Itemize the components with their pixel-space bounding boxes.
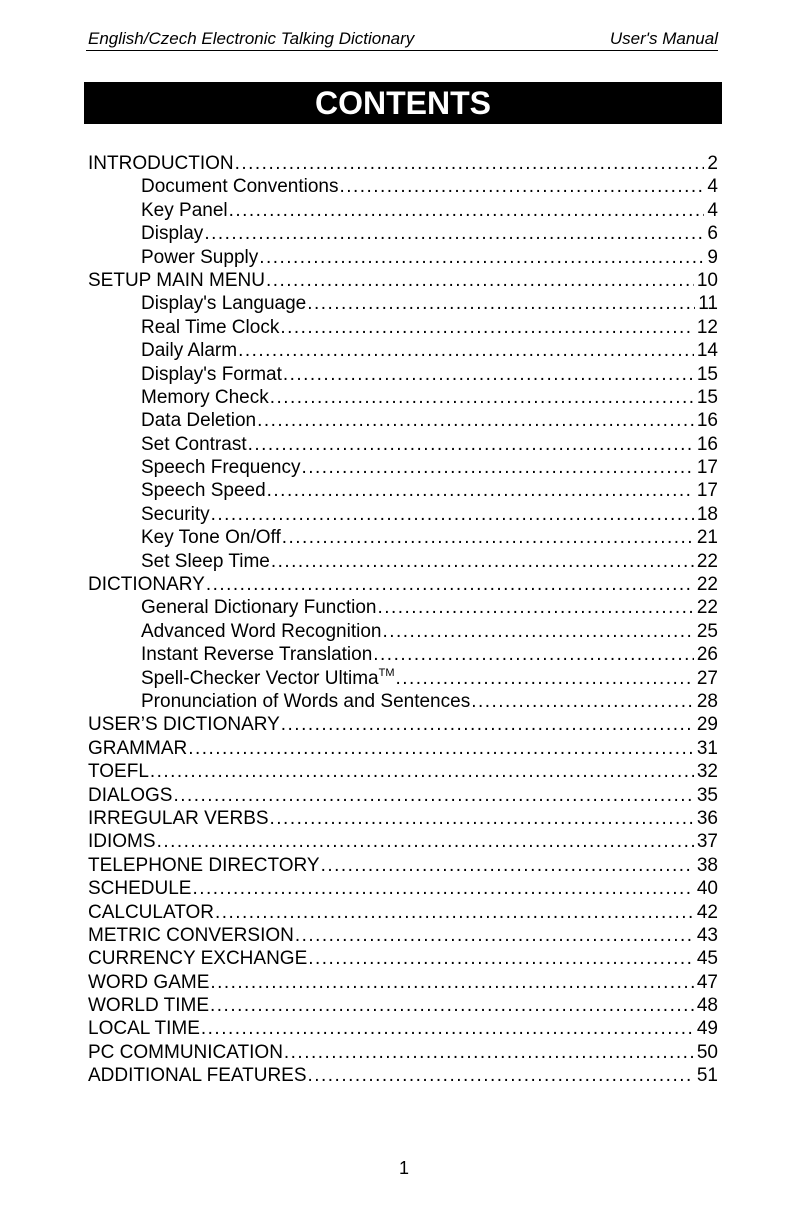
dot-leader <box>150 760 694 783</box>
toc-page-number: 21 <box>696 527 718 549</box>
dot-leader <box>284 1041 694 1064</box>
dot-leader <box>321 854 694 877</box>
toc-page-number: 2 <box>707 153 718 174</box>
toc-subentry <box>88 409 718 432</box>
dot-leader <box>188 737 694 760</box>
toc-subentry <box>88 222 718 245</box>
toc-entry-label: Key Tone On/Off <box>141 527 281 549</box>
toc-page-number: 27 <box>696 667 718 689</box>
toc-entry <box>88 877 718 900</box>
dot-leader <box>271 550 694 573</box>
toc-subentry <box>88 550 718 573</box>
toc-subentry <box>88 479 718 502</box>
dot-leader <box>204 222 704 245</box>
toc-subentry <box>88 643 718 666</box>
toc-entry <box>88 924 718 947</box>
toc-entry-label: Key Panel <box>141 199 228 221</box>
toc-subentry <box>88 199 718 222</box>
toc-entry-label: WORD GAME <box>88 971 210 993</box>
toc-entry-label: Set Contrast <box>141 433 247 455</box>
toc-page-number: 26 <box>696 644 718 666</box>
toc-subentry <box>88 292 718 315</box>
dot-leader <box>267 479 694 502</box>
toc-entry <box>88 994 718 1017</box>
toc-page-number: 40 <box>696 878 718 900</box>
dot-leader <box>257 409 694 432</box>
dot-leader <box>157 830 694 853</box>
header-document-title: English/Czech Electronic Talking Dictionary <box>88 29 415 48</box>
page-number: 1 <box>398 1158 409 1178</box>
running-header <box>86 28 718 51</box>
toc-entry-label: CALCULATOR <box>88 901 214 923</box>
dot-leader <box>471 690 694 713</box>
dot-leader <box>308 1064 694 1087</box>
toc-entry-label: Speech Speed <box>141 480 266 502</box>
dot-leader <box>211 503 694 526</box>
dot-leader <box>229 199 705 222</box>
toc-subentry <box>88 363 718 386</box>
toc-page-number: 45 <box>696 948 718 970</box>
toc-page-number: 29 <box>696 714 718 736</box>
toc-page-number: 31 <box>696 737 718 759</box>
toc-entry-label: Advanced Word Recognition <box>141 620 382 642</box>
toc-entry <box>88 830 718 853</box>
toc-entry-label: WORLD TIME <box>88 995 210 1017</box>
toc-entry-label: Speech Frequency <box>141 457 301 479</box>
dot-leader <box>307 292 695 315</box>
toc-page-number: 38 <box>696 854 718 876</box>
dot-leader <box>248 433 694 456</box>
toc-page-number: 25 <box>696 620 718 642</box>
toc-entry <box>88 573 718 596</box>
toc-page-number: 43 <box>696 924 718 946</box>
toc-page-number: 17 <box>696 480 718 502</box>
toc-page-number: 48 <box>696 995 718 1017</box>
toc-page-number: 49 <box>696 1018 718 1040</box>
dot-leader <box>382 620 693 643</box>
toc-entry <box>88 152 718 175</box>
toc-page-number: 16 <box>696 433 718 455</box>
toc-entry-label: General Dictionary Function <box>141 597 377 619</box>
header-manual-label: User's Manual <box>609 29 718 48</box>
dot-leader <box>283 363 694 386</box>
trademark-mark: TM <box>378 666 395 679</box>
toc-subentry <box>88 433 718 456</box>
toc-page-number: 17 <box>696 457 718 479</box>
toc-entry-label: CURRENCY EXCHANGE <box>88 948 308 970</box>
toc-entry <box>88 971 718 994</box>
toc-page-number: 35 <box>696 784 718 806</box>
dot-leader <box>206 573 694 596</box>
toc-page-number: 10 <box>696 269 718 291</box>
toc-subentry <box>88 667 718 690</box>
toc-page-number: 6 <box>707 223 718 245</box>
toc-entry <box>88 901 718 924</box>
toc-entry-label: PC COMMUNICATION <box>88 1041 283 1063</box>
toc-subentry <box>88 175 718 198</box>
toc-entry-label: METRIC CONVERSION <box>88 924 294 946</box>
dot-leader <box>295 924 694 947</box>
toc-entry-label: Security <box>141 503 210 525</box>
toc-entry-label: TELEPHONE DIRECTORY <box>88 854 320 876</box>
dot-leader <box>210 971 693 994</box>
toc-entry-label: LOCAL TIME <box>88 1018 200 1040</box>
toc-entry <box>88 947 718 970</box>
dot-leader <box>308 947 694 970</box>
toc-page-number: 14 <box>696 340 718 362</box>
toc-entry <box>88 1017 718 1040</box>
toc-page-number: 51 <box>696 1065 718 1087</box>
toc-page-number: 28 <box>696 690 718 712</box>
toc-subentry <box>88 456 718 479</box>
toc-page-number: 22 <box>696 574 718 596</box>
dot-leader <box>270 386 694 409</box>
dot-leader <box>192 877 693 900</box>
toc-entry-label: DIALOGS <box>88 784 173 806</box>
toc-entry-label: Power Supply <box>141 246 259 268</box>
toc-page-number: 4 <box>707 176 718 198</box>
toc-entry <box>88 713 718 736</box>
toc-entry-label: IRREGULAR VERBS <box>88 807 269 829</box>
toc-page-number: 18 <box>696 503 718 525</box>
dot-leader <box>302 456 694 479</box>
toc-subentry <box>88 503 718 526</box>
toc-page-number: 36 <box>696 807 718 829</box>
toc-entry-label: Display's Language <box>141 293 307 315</box>
toc-entry-label: Real Time Clock <box>141 316 280 338</box>
toc-entry-label: SETUP MAIN MENU <box>88 269 266 291</box>
toc-page-number: 37 <box>696 831 718 853</box>
toc-entry <box>88 1041 718 1064</box>
toc-entry-label: TOEFL <box>88 761 149 783</box>
toc-entry-label: Pronunciation of Words and Sentences <box>141 690 471 712</box>
toc-entry-label: Display's Format <box>141 363 282 385</box>
toc-page-number: 4 <box>707 199 718 221</box>
dot-leader <box>238 339 694 362</box>
toc-subentry <box>88 690 718 713</box>
toc-entry <box>88 784 718 807</box>
toc-entry-label: Memory Check <box>141 386 269 408</box>
toc-page-number: 22 <box>696 550 718 572</box>
toc-entry <box>88 1064 718 1087</box>
toc-page-number: 47 <box>696 971 718 993</box>
dot-leader <box>395 667 693 690</box>
toc-entry <box>88 854 718 877</box>
toc-entry-label: Instant Reverse Translation <box>141 644 373 666</box>
dot-leader <box>259 246 704 269</box>
toc-subentry <box>88 246 718 269</box>
toc-subentry <box>88 526 718 549</box>
toc-entry-label: Daily Alarm <box>141 340 238 362</box>
toc-entry <box>88 807 718 830</box>
table-of-contents <box>88 152 718 1088</box>
contents-title: CONTENTS <box>84 82 722 124</box>
toc-page-number: 32 <box>696 761 718 783</box>
dot-leader <box>340 175 705 198</box>
toc-entry-label: Document Conventions <box>141 176 339 198</box>
dot-leader <box>215 901 694 924</box>
toc-entry-label: DICTIONARY <box>88 574 205 596</box>
dot-leader <box>201 1017 694 1040</box>
toc-entry <box>88 737 718 760</box>
dot-leader <box>210 994 694 1017</box>
toc-page-number: 11 <box>698 293 718 315</box>
toc-page-number: 15 <box>696 386 718 408</box>
dot-leader <box>281 713 694 736</box>
dot-leader <box>378 596 694 619</box>
toc-subentry <box>88 316 718 339</box>
dot-leader <box>235 152 705 175</box>
toc-subentry <box>88 339 718 362</box>
toc-entry-label: ADDITIONAL FEATURES <box>88 1065 307 1087</box>
toc-subentry <box>88 596 718 619</box>
dot-leader <box>270 807 694 830</box>
toc-entry-label: Data Deletion <box>141 410 257 432</box>
dot-leader <box>173 784 693 807</box>
toc-page-number: 9 <box>707 246 718 268</box>
dot-leader <box>280 316 694 339</box>
toc-page-number: 12 <box>696 316 718 338</box>
toc-entry-label: USER’S DICTIONARY <box>88 714 280 736</box>
toc-page-number: 15 <box>696 363 718 385</box>
toc-subentry <box>88 620 718 643</box>
toc-entry-label: Display <box>141 223 204 245</box>
toc-entry-label: Spell-Checker Vector Ultima™ <box>141 666 395 689</box>
toc-subentry <box>88 386 718 409</box>
toc-entry-label: Set Sleep Time <box>141 550 270 572</box>
toc-entry-label: INTRODUCTION <box>88 153 234 174</box>
dot-leader <box>282 526 694 549</box>
toc-entry <box>88 269 718 292</box>
dot-leader <box>373 643 694 666</box>
toc-entry-label: GRAMMAR <box>88 737 188 759</box>
toc-entry-label: IDIOMS <box>88 831 156 853</box>
toc-entry-label: SCHEDULE <box>88 878 192 900</box>
dot-leader <box>266 269 694 292</box>
toc-page-number: 16 <box>696 410 718 432</box>
toc-page-number: 22 <box>696 597 718 619</box>
toc-page-number: 42 <box>696 901 718 923</box>
toc-entry <box>88 760 718 783</box>
toc-page-number: 50 <box>696 1041 718 1063</box>
